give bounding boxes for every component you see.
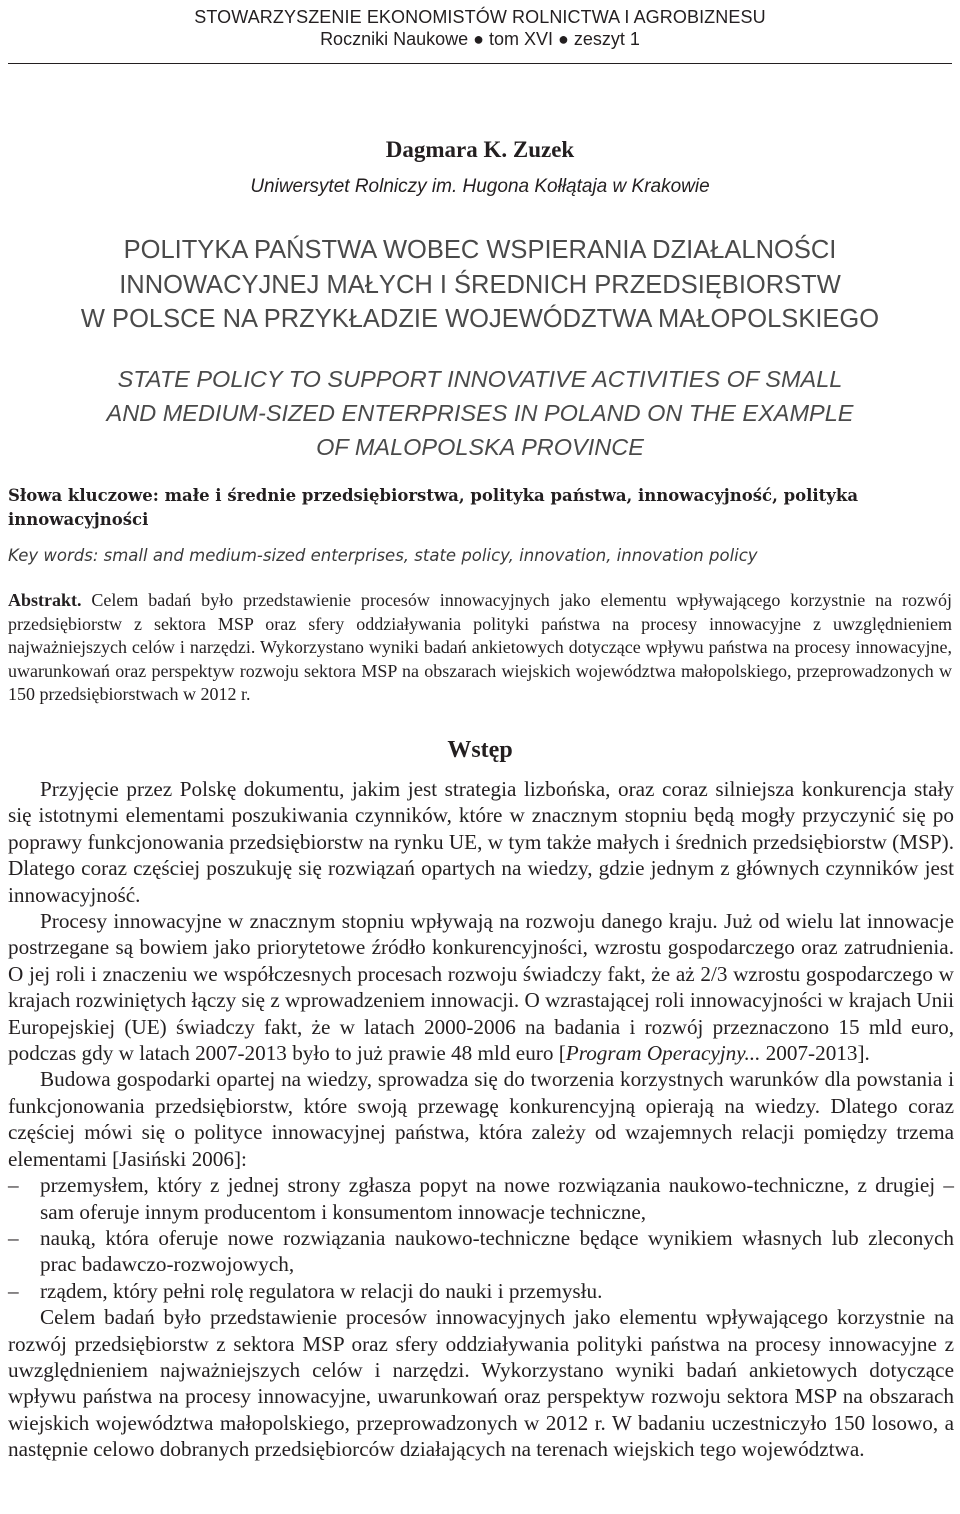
abstract [8,589,952,707]
paragraph: Przyjęcie przez Polskę dokumentu, jakim jest strategia lizbońska, oraz coraz silniejsza konkurencja stały się istotnymi elementami poszukiwania czynników, które w znacznym stopniu będą mogły przyczynić się po poprawy funkcjonowania przedsiębiorstw na rynku UE, w tym także małych i średnich przedsiębiorstw (MSP). Dlatego coraz częściej poszukuję się rozwiązań opartych na wiedzy, gdzie jednym z głównych czynników jest innowacyjność. [8,777,954,907]
dash-marker: – [8,1173,19,1198]
author-name: Dagmara K. Zuzek [385,137,575,162]
author-affiliation: Uniwersytet Rolniczy im. Hugona Kołłątaja w Krakowie [250,176,710,197]
title-pl-line: W POLSCE NA PRZYKŁADZIE WOJEWÓDZTWA MAŁOPOLSKIEGO [80,305,880,333]
keywords-polish: Słowa kluczowe: małe i średnie przedsiębiorstwa, polityka państwa, innowacyjność, polityka innowacyjności [8,486,859,529]
dash-list [8,1172,954,1304]
dash-marker: – [8,1278,19,1303]
abstract-label: Abstrakt. [8,590,82,610]
citation-end: 2007-2013]. [760,1041,870,1066]
title-en-line: AND MEDIUM-SIZED ENTERPRISES IN POLAND ON THE EXAMPLE [106,400,854,426]
list-item-text: przemysłem, który z jednej strony zgłasza popyt na nowe rozwiązania naukowo-techniczne, z drugiej – sam oferuje innym producentom i konsumentom innowacje techniczne, [40,1173,954,1224]
dash-marker: – [8,1225,19,1250]
society-name: STOWARZYSZENIE EKONOMISTÓW ROLNICTWA I AGROBIZNESU [194,7,766,27]
title-en-line: STATE POLICY TO SUPPORT INNOVATIVE ACTIVITIES OF SMALL [117,366,843,392]
title-en-line: OF MALOPOLSKA PROVINCE [316,434,644,460]
header-rule [8,63,952,64]
list-item-text: rządem, który pełni rolę regulatora w relacji do nauki i przemysłu. [40,1278,603,1303]
title-polish [0,233,960,337]
body-text [8,776,954,1463]
list-item [8,1225,954,1278]
title-english [0,362,960,464]
list-item [8,1172,954,1225]
title-pl-line: POLITYKA PAŃSTWA WOBEC WSPIERANIA DZIAŁALNOŚCI [123,236,837,264]
list-item [8,1278,954,1304]
paragraph [8,908,954,1066]
keywords-english: Key words: small and medium-sized enterprises, state policy, innovation, innovation policy [8,546,758,565]
citation-title: Program Operacyjny... [565,1041,761,1066]
running-header [0,6,960,50]
abstract-text: Celem badań było przedstawienie procesów innowacyjnych jako elementu wpływającego korzystnie na rozwój przedsiębiorstw z sektora MSP oraz sfery oddziaływania polityki państwa na procesy innowacyjne z uwzględnieniem najważniejszych celów i narzędzi. Wykorzystano wyniki badań ankietowych dotyczące wpływu państwa na procesy innowacyjne, uwarunkowań oraz perspektyw rozwoju sektora MSP na obszarach wiejskich województwa małopolskiego, przeprowadzonych w 150 przedsiębiorstwach w 2012 r. [8,590,953,704]
list-item-text: nauką, która oferuje nowe rozwiązania naukowo-techniczne będące wynikiem własnych lub zleconych prac badawczo-rozwojowych, [40,1225,954,1277]
journal-volume: Roczniki Naukowe ● tom XVI ● zeszyt 1 [320,29,640,49]
paragraph-text: Procesy innowacyjne w znacznym stopniu wpływają na rozwoju danego kraju. Już od wielu lat innowacje postrzegane są bowiem jako priorytetowe źródło konkurencyjności, wzrostu gospodarczego oraz zatrudnienia. O jej roli i znaczeniu we współczesnych procesach rozwoju świadczy fakt, że aż 2/3 wzrostu gospodarczego w krajach rozwiniętych łączy się z wprowadzeniem innowacji. O wzrastającej roli innowacyjności w krajach Unii Europejskiej (UE) świadczy fakt, że w latach 2000-2006 na badania i rozwój przeznaczono 15 mld euro, podczas gdy w latach 2007-2013 było to już prawie 48 mld euro [ [8,909,954,1066]
paragraph: Celem badań było przedstawienie procesów innowacyjnych jako elementu wpływającego korzystnie na rozwój przedsiębiorstw z sektora MSP oraz sfery oddziaływania polityki państwa na procesy innowacyjne z uwzględnieniem najważniejszych celów i narzędzi. Wykorzystano wyniki badań ankietowych dotyczące wpływu państwa na procesy innowacyjne, uwarunkowań oraz perspektyw rozwoju sektora MSP na obszarach wiejskich województwa małopolskiego, przeprowadzonych w 2012 r. W badaniu uczestniczyło 150 losowo, a następnie celowo dobranych przedsiębiorców działających na terenach wiejskich tego województwa. [8,1305,954,1462]
section-heading: Wstęp [447,737,513,763]
paragraph: Budowa gospodarki opartej na wiedzy, sprowadza się do tworzenia korzystnych warunków dla powstania i funkcjonowania przedsiębiorstw, które swoją przewagę konkurencyjną opierają na wiedzy. Dlatego coraz częściej mówi się o polityce innowacyjnej państwa, która zależy od wzajemnych relacji pomiędzy trzema elementami [Jasiński 2006]: [8,1067,954,1171]
title-pl-line: INNOWACYJNEJ MAŁYCH I ŚREDNICH PRZEDSIĘBIORSTW [119,270,841,299]
